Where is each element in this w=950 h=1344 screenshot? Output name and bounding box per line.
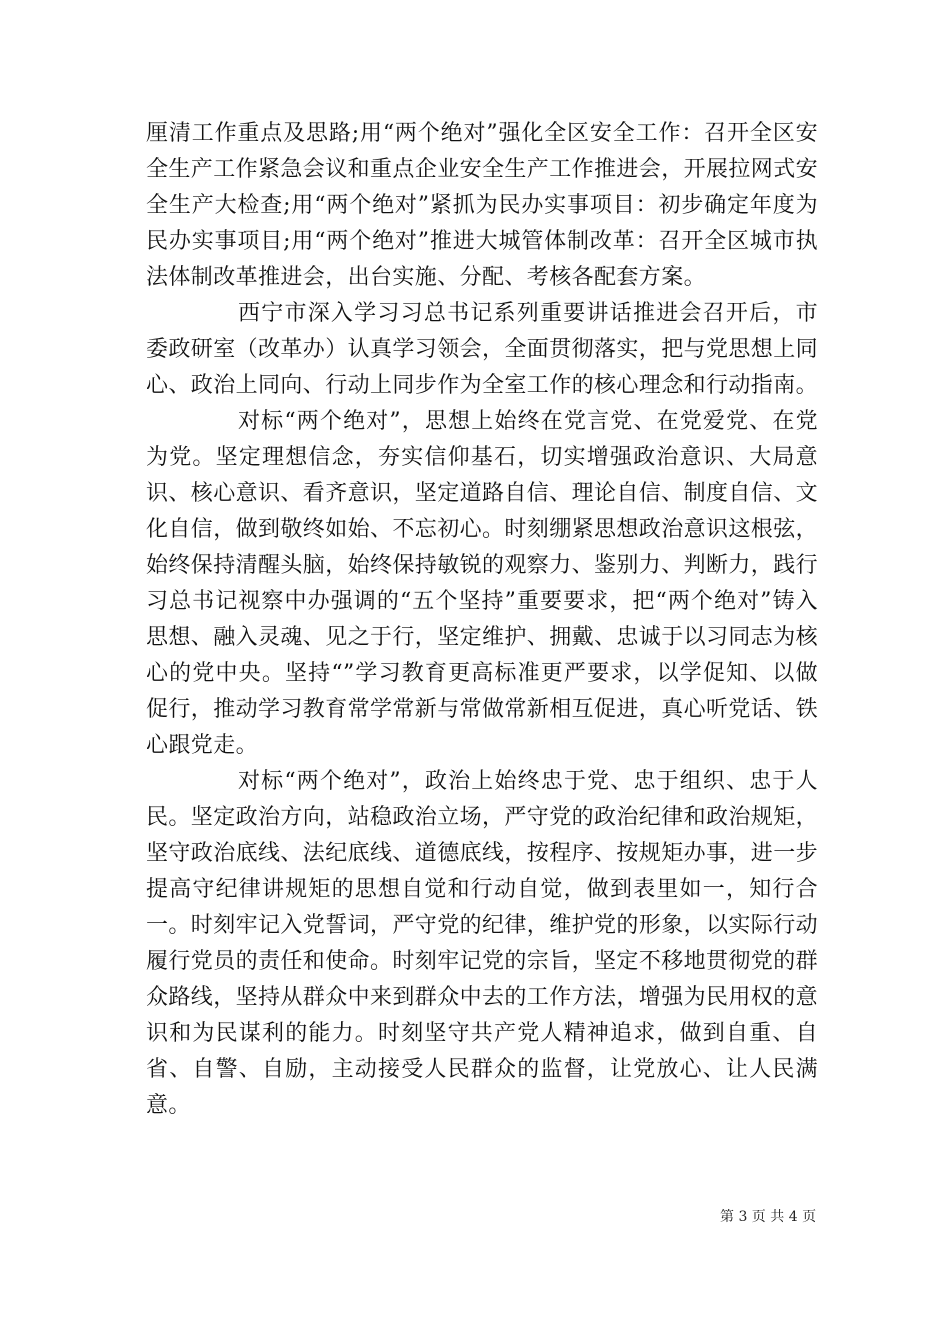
paragraph-2: 西宁市深入学习习总书记系列重要讲话推进会召开后，市委政研室（改革办）认真学习领会，全面贯彻落实，把与党思想上同心、政治上同向、行动上同步作为全室工作的核心理念和行动指南。 (146, 301, 819, 398)
page-number: 第 3 页 共 4 页 (720, 1209, 817, 1225)
paragraph-4: 对标“两个绝对”，政治上始终忠于党、忠于组织、忠于人民。坚定政治方向，站稳政治立场，严守党的政治纪律和政治规矩，坚守政治底线、法纪底线、道德底线，按程序、按规矩办事，进一步提高守纪律讲规矩的思想自觉和行动自觉，做到表里如一，知行合一。时刻牢记入党誓词，严守党的纪律，维护党的形象，以实际行动履行党员的责任和使命。时刻牢记党的宗旨，坚定不移地贯彻党的群众路线，坚持从群众中来到群众中去的工作方法，增强为民用权的意识和为民谋利的能力。时刻坚守共产党人精神追求，做到自重、自省、自警、自励，主动接受人民群众的监督，让党放心、让人民满意。 (146, 769, 819, 1118)
paragraph-3: 对标“两个绝对”，思想上始终在党言党、在党爱党、在党为党。坚定理想信念，夯实信仰基石，切实增强政治意识、大局意识、核心意识、看齐意识，坚定道路自信、理论自信、制度自信、文化自信，做到敬终如始、不忘初心。时刻绷紧思想政治意识这根弦，始终保持清醒头脑，始终保持敏锐的观察力、鉴别力、判断力，践行习总书记视察中办强调的“五个坚持”重要要求，把“两个绝对”铸入思想、融入灵魂、见之于行，坚定维护、拥戴、忠诚于以习同志为核心的党中央。坚持“”学习教育更高标准更严要求，以学促知、以做促行，推动学习教育常学常新与常做常新相互促进，真心听党话、铁心跟党走。 (146, 409, 819, 758)
document-body (146, 116, 818, 1124)
paragraph-1: 厘清工作重点及思路;用“两个绝对”强化全区安全工作：召开全区安全生产工作紧急会议和重点企业安全生产工作推进会，开展拉网式安全生产大检查;用“两个绝对”紧抓为民办实事项目：初步确定年度为民办实事项目;用“两个绝对”推进大城管体制改革：召开全区城市执法体制改革推进会，出台实施、分配、考核各配套方案。 (146, 121, 819, 290)
